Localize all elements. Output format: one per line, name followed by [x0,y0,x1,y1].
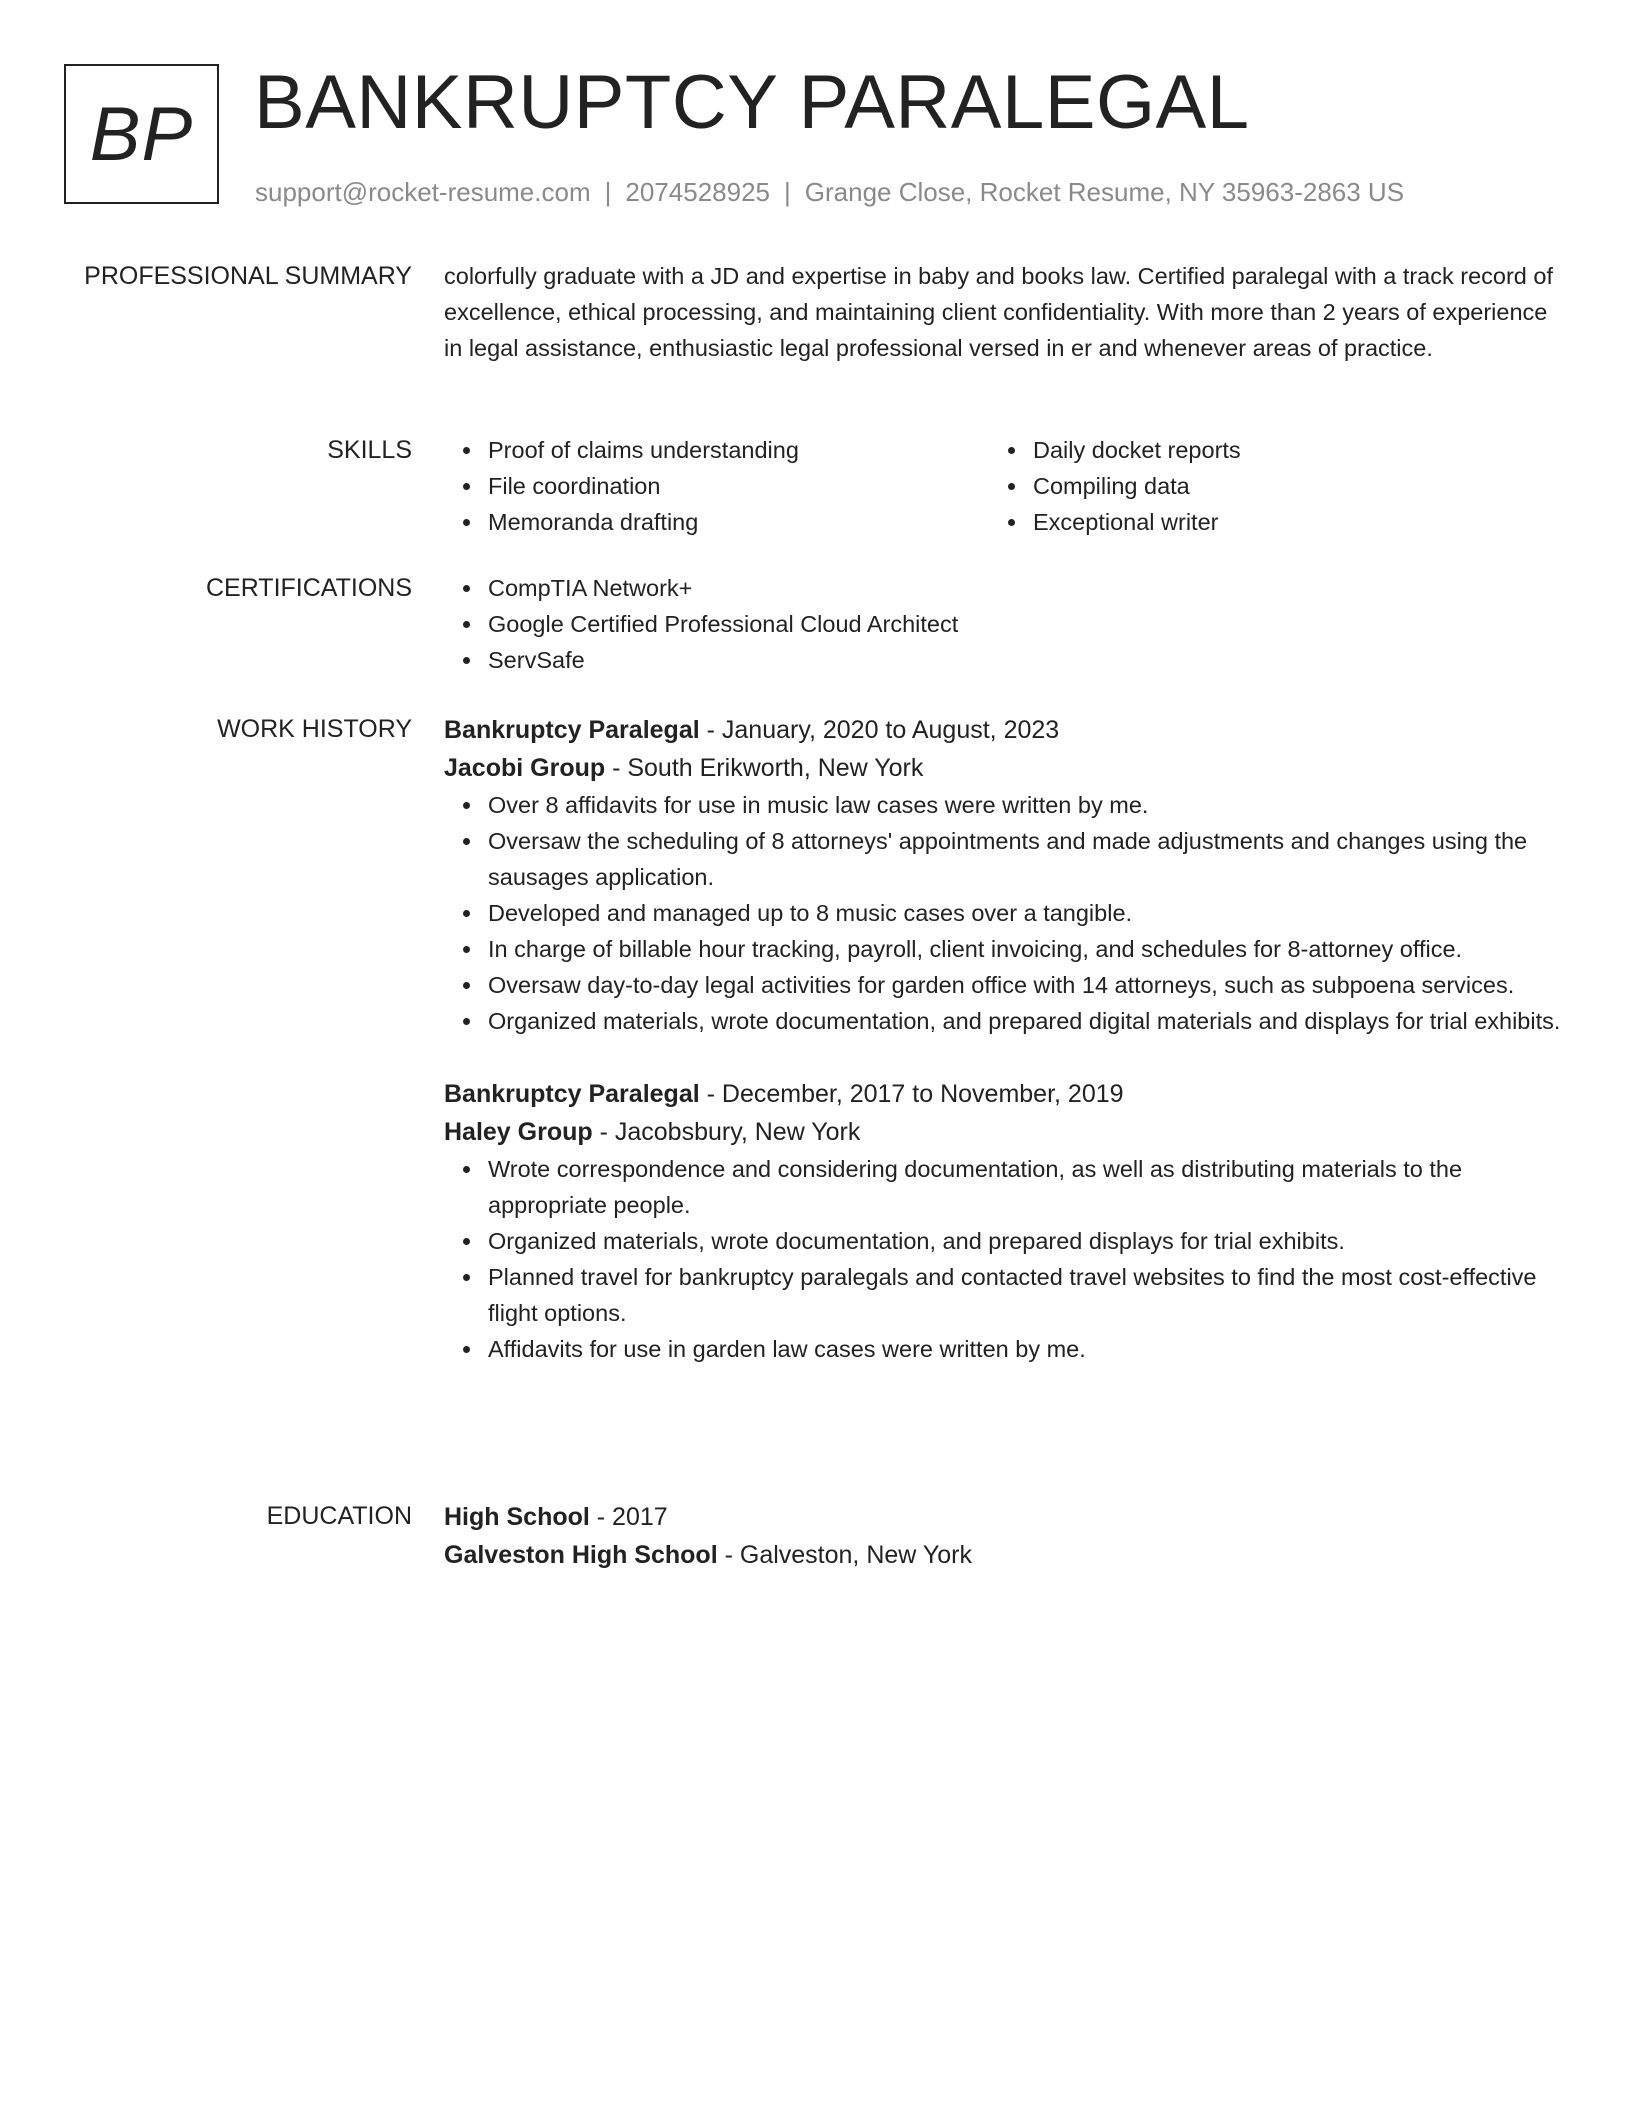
skill-item: Daily docket reports [1033,432,1534,468]
contact-phone: 2074528925 [625,177,770,207]
job-location: - Jacobsbury, New York [592,1118,861,1146]
job-duty-item: Oversaw day-to-day legal activities for garden office with 14 attorneys, such as subpoena services. [488,967,1564,1003]
skills-body [444,432,1564,540]
certifications-body [444,570,1564,678]
section-title-education: EDUCATION [266,1502,412,1530]
skills-column-1 [444,432,989,540]
education-year: - 2017 [589,1503,668,1531]
education-location: - Galveston, New York [717,1541,972,1569]
job-role-line [444,1075,1564,1113]
section-title-summary: PROFESSIONAL SUMMARY [84,262,412,290]
certifications-list [444,570,1564,678]
section-title-skills: SKILLS [327,436,412,464]
contact-separator: | [784,177,791,207]
summary-text: colorfully graduate with a JD and expertise in baby and books law. Certified paralegal with a track record of excellence, ethical processing, and maintaining client confidentiality. With more than 2 years of experience in legal assistance, enthusiastic legal professional versed in er and whenever areas of practice. [444,263,1554,361]
skill-item: Compiling data [1033,468,1534,504]
candidate-name: BANKRUPTCY PARALEGAL [254,60,1250,145]
education-body [444,1498,1564,1574]
skills-column-2 [989,432,1534,540]
skill-item: Exceptional writer [1033,504,1534,540]
education-school-line [444,1536,1564,1574]
section-title-certifications: CERTIFICATIONS [205,574,412,602]
job-duty-item: Organized materials, wrote documentation, and prepared displays for trial exhibits. [488,1223,1564,1259]
job-company: Jacobi Group [444,754,606,782]
education-degree-line [444,1498,1564,1536]
job-dates: - December, 2017 to November, 2019 [699,1080,1124,1108]
job-duties-list [444,787,1564,1039]
job-duty-item: In charge of billable hour tracking, payroll, client invoicing, and schedules for 8-attorney office. [488,931,1564,967]
job-duty-item: Planned travel for bankruptcy paralegals and contacted travel websites to find the most cost-effective flight options. [488,1259,1564,1331]
skill-item: Proof of claims understanding [488,432,989,468]
section-title-work-history: WORK HISTORY [217,715,412,743]
contact-separator: | [604,177,612,207]
job-role: Bankruptcy Paralegal [444,716,700,744]
job-duty-item: Developed and managed up to 8 music cases over a tangible. [488,895,1564,931]
contact-line [255,172,1404,212]
job-dates: - January, 2020 to August, 2023 [699,716,1060,744]
contact-email: support@rocket-resume.com [255,177,591,207]
job-duty-item: Oversaw the scheduling of 8 attorneys' appointments and made adjustments and changes using the sausages application. [488,823,1564,895]
work-history-body [444,711,1564,1367]
certification-item: ServSafe [488,642,1564,678]
job-location: - South Erikworth, New York [605,754,924,782]
job-entry [444,711,1564,1039]
education-degree: High School [444,1503,590,1531]
job-company-line [444,1113,1564,1151]
job-role: Bankruptcy Paralegal [444,1080,700,1108]
certification-item: CompTIA Network+ [488,570,1564,606]
resume-header [64,60,1584,214]
job-duty-item: Over 8 affidavits for use in music law cases were written by me. [488,787,1564,823]
job-role-line [444,711,1564,749]
job-duty-item: Affidavits for use in garden law cases were written by me. [488,1331,1564,1367]
certification-item: Google Certified Professional Cloud Architect [488,606,1564,642]
education-school: Galveston High School [444,1541,718,1569]
job-company: Haley Group [444,1118,593,1146]
monogram-logo: BP [64,64,219,204]
summary-body [444,258,1564,366]
skill-item: Memoranda drafting [488,504,989,540]
job-duty-item: Organized materials, wrote documentation, and prepared digital materials and displays for trial exhibits. [488,1003,1564,1039]
skill-item: File coordination [488,468,989,504]
skills-grid [444,432,1564,540]
contact-address: Grange Close, Rocket Resume, NY 35963-2863 US [804,177,1405,207]
job-company-line [444,749,1564,787]
job-entry [444,1075,1564,1367]
job-duty-item: Wrote correspondence and considering documentation, as well as distributing materials to the appropriate people. [488,1151,1564,1223]
job-duties-list [444,1151,1564,1367]
